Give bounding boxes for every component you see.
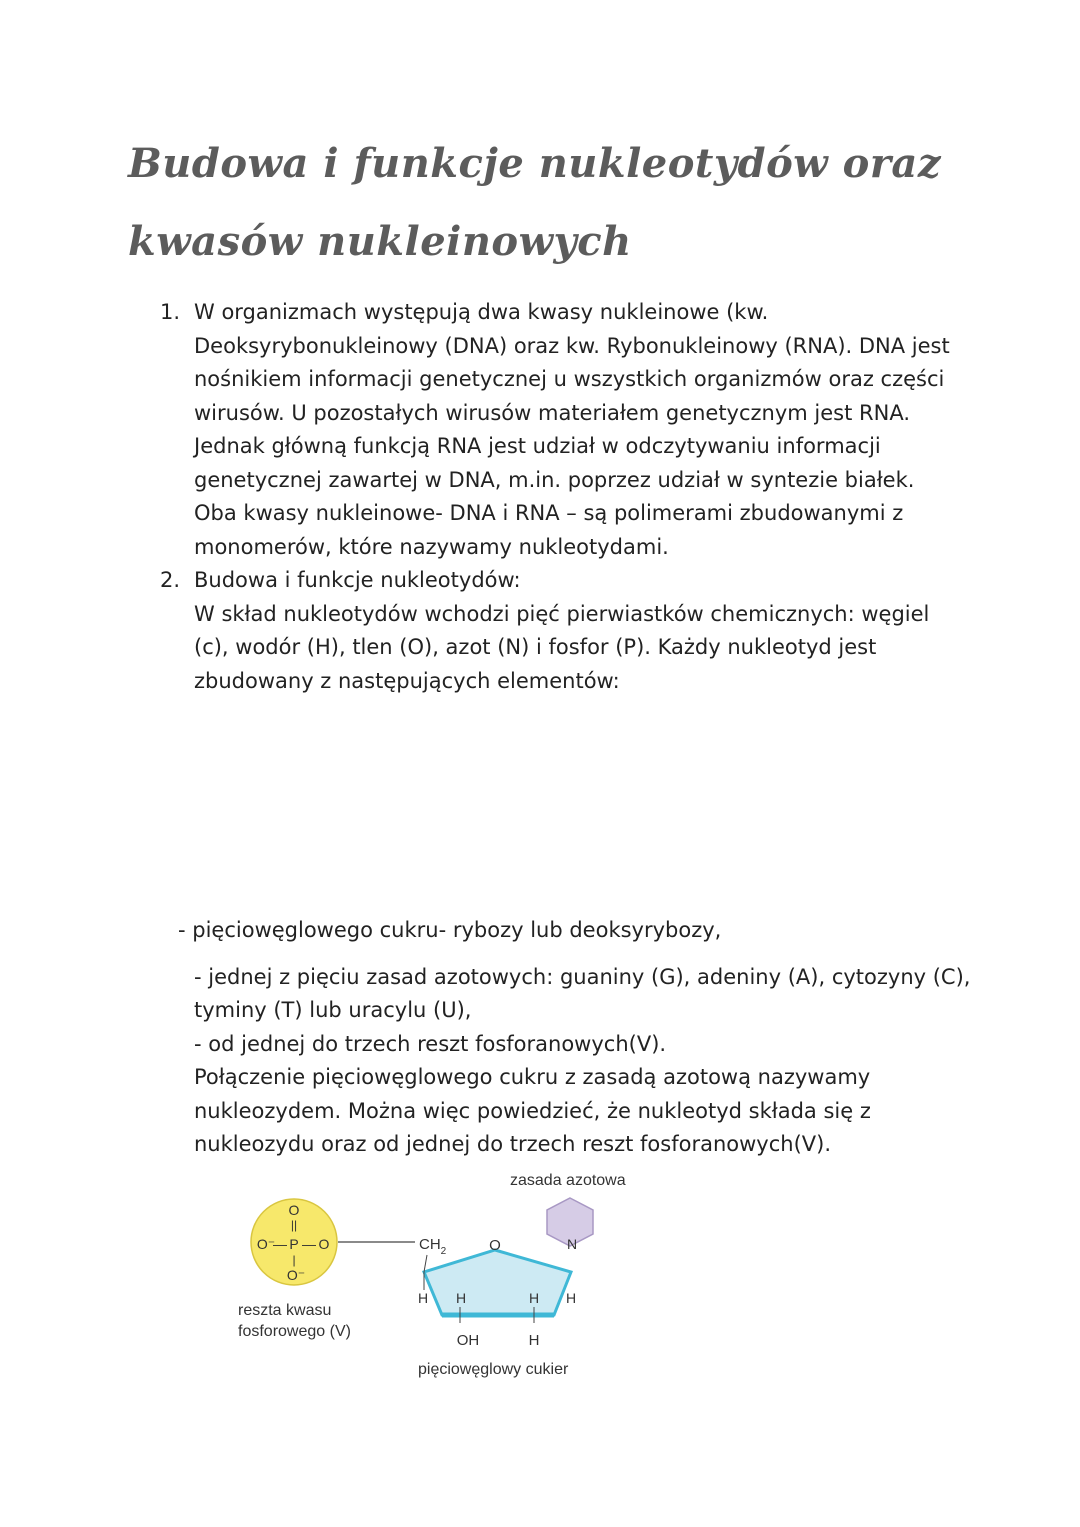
sugar-h1: H bbox=[417, 1290, 429, 1306]
bullet-phosphates: - od jednej do trzech reszt fosforanowych(V). bbox=[194, 1031, 667, 1056]
phosphate-bond-left: — bbox=[273, 1236, 287, 1252]
sugar-ch2-text: CH bbox=[419, 1236, 441, 1253]
base-label: zasada azotowa bbox=[510, 1172, 626, 1189]
list-item-number: 1. bbox=[160, 300, 181, 324]
list-item-2 bbox=[160, 564, 960, 698]
phosphate-p: P bbox=[289, 1236, 299, 1252]
nucleotide-diagram bbox=[220, 1160, 660, 1390]
base-nitrogen: N bbox=[566, 1236, 578, 1252]
phosphate-bond-right: — bbox=[302, 1236, 316, 1252]
bullet-bases: - jednej z pięciu zasad azotowych: guaniny (G), adeniny (A), cytozyny (C), tyminy (T) lub uracylu (U), bbox=[194, 964, 971, 1022]
sugar-h3: H bbox=[528, 1290, 540, 1306]
list-item-1 bbox=[160, 296, 960, 564]
sugar-oh: OH bbox=[456, 1332, 480, 1349]
list-item-number: 2. bbox=[160, 568, 181, 592]
sugar-label: pięciowęglowy cukier bbox=[418, 1361, 569, 1378]
numbered-list bbox=[160, 296, 960, 698]
phosphate-o-top: O bbox=[288, 1202, 300, 1218]
sugar-ch2 bbox=[419, 1236, 447, 1257]
sugar-ch2-subscript: 2 bbox=[440, 1246, 447, 1257]
bullet-sugar: - pięciowęglowego cukru- rybozy lub deoksyrybozy, bbox=[178, 918, 722, 942]
sugar-h4: H bbox=[565, 1290, 577, 1306]
nucleoside-summary: Połączenie pięciowęglowego cukru z zasadą azotową nazywamy nukleozydem. Można więc powiedzieć, że nukleotyd składa się z nukleozydu oraz od jednej do trzech reszt fosforanowych(V). bbox=[194, 1065, 871, 1156]
list-item-text: W skład nukleotydów wchodzi pięć pierwiastków chemicznych: węgiel (c), wodór (H), tlen (O), azot (N) i fosfor (P). Każdy nukleotyd jest zbudowany z następujących elementów: bbox=[194, 601, 930, 693]
page-title-line-1: Budowa i funkcje nukleotydów oraz bbox=[128, 140, 942, 187]
phosphate-single-bond: | bbox=[292, 1253, 296, 1267]
phosphate-o-left: O⁻ bbox=[256, 1236, 276, 1252]
list-item-heading: Budowa i funkcje nukleotydów: bbox=[194, 568, 521, 592]
phosphate-o-right: O bbox=[318, 1236, 330, 1252]
list-item-text: W organizmach występują dwa kwasy nukleinowe (kw. Deoksyrybonukleinowy (DNA) oraz kw. Rybonukleinowy (RNA). DNA jest nośnikiem informacji genetycznej u wszystkich organizmów oraz części wirusów. U pozostałych wirusów materiałem genetycznym jest RNA. Jednak główną funkcją RNA jest udział w odczytywaniu informacji genetycznej zawartej w DNA, m.in. poprzez udział w syntezie białek. Oba kwasy nukleinowe- DNA i RNA – są polimerami zbudowanymi z monomerów, które nazywamy nukleotydami. bbox=[194, 300, 950, 559]
phosphate-label-line-2: fosforowego (V) bbox=[238, 1323, 351, 1340]
nucleotide-structure-svg bbox=[220, 1160, 660, 1390]
phosphate-label-line-1: reszta kwasu bbox=[238, 1302, 332, 1319]
page-title-line-2: kwasów nukleinowych bbox=[128, 218, 632, 265]
nucleotide-components bbox=[178, 914, 978, 1162]
phosphate-double-bond: || bbox=[290, 1218, 298, 1232]
sugar-h-bottom: H bbox=[528, 1332, 540, 1349]
sugar-ring-oxygen: O bbox=[489, 1237, 501, 1254]
sugar-ring bbox=[424, 1250, 571, 1315]
sugar-h2: H bbox=[455, 1290, 467, 1306]
phosphate-o-bottom: O⁻ bbox=[286, 1267, 306, 1283]
ch2-bond bbox=[424, 1255, 427, 1272]
